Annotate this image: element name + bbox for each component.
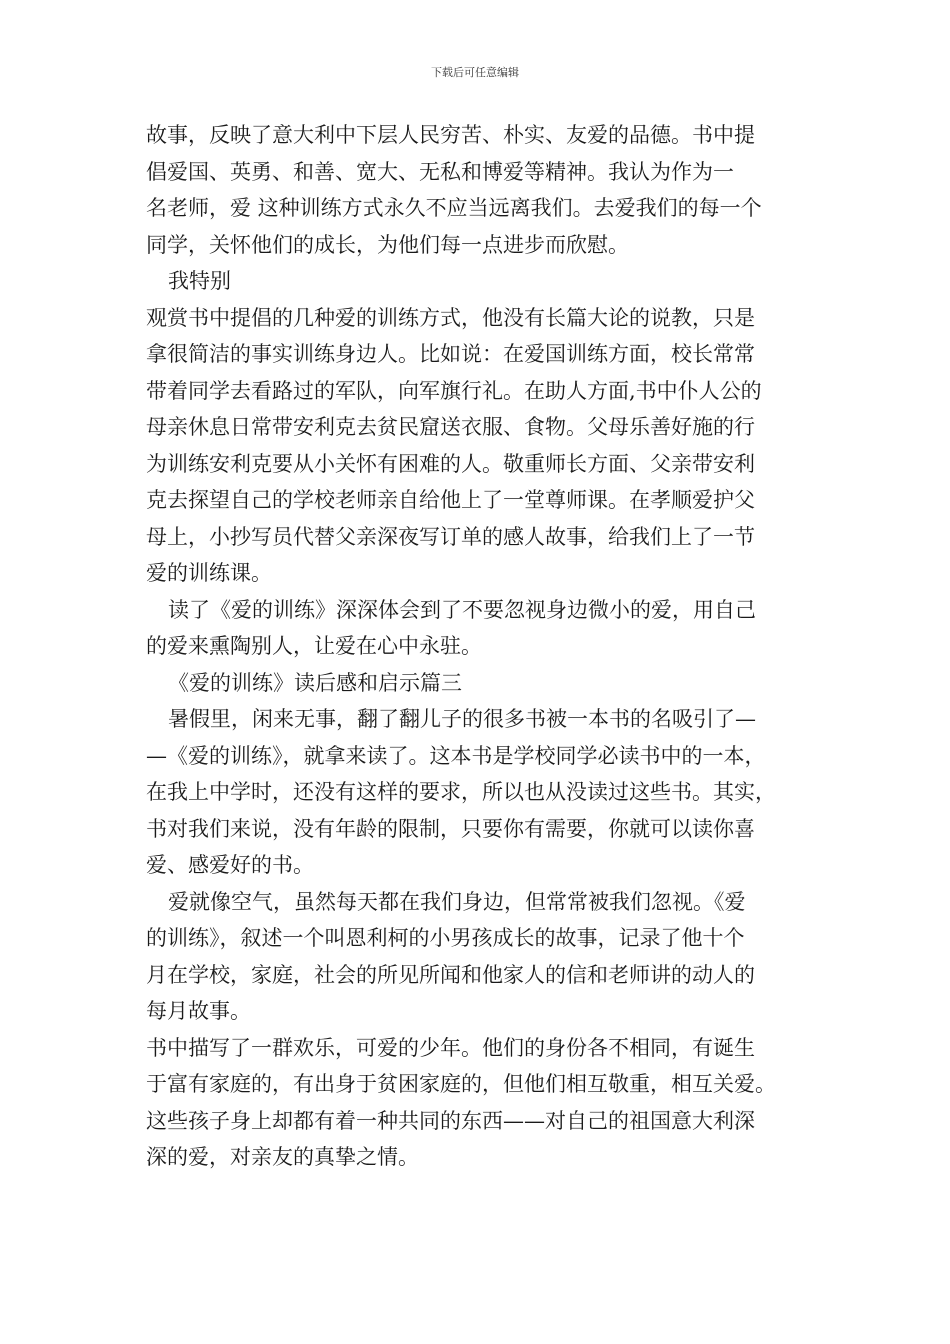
- text-line: 于富有家庭的，有出身于贫困家庭的，但他们相互敬重，相互关爱。: [146, 1072, 776, 1096]
- text-line: 爱、感爱好的书。: [146, 853, 314, 877]
- text-line: 读了《爱的训练》深深体会到了不要忽视身边微小的爱，用自己: [168, 597, 756, 622]
- text-line: —《爱的训练》，就拿来读了。这本书是学校同学必读书中的一本，: [146, 743, 766, 768]
- text-line: 我特别: [168, 269, 231, 293]
- section-title: 《爱的训练》读后感和启示篇三: [168, 670, 462, 695]
- text-line: 深的爱，对亲友的真挚之情。: [146, 1145, 419, 1169]
- text-line: 爱就像空气，虽然每天都在我们身边，但常常被我们忽视。《爱: [168, 889, 746, 914]
- text-line: 故事，反映了意大利中下层人民穷苦、朴实、友爱的品德。书中提: [146, 123, 755, 147]
- page-header: 下载后可任意编辑: [431, 66, 519, 79]
- text-line: 的爱来熏陶别人，让爱在心中永驻。: [146, 634, 482, 658]
- text-line: 观赏书中提倡的几种爱的训练方式，他没有长篇大论的说教，只是: [146, 305, 755, 330]
- text-line: 书对我们来说，没有年龄的限制，只要你有需要，你就可以读你喜: [146, 816, 755, 841]
- text-line: 克去探望自己的学校老师亲自给他上了一堂尊师课。在孝顺爱护父: [146, 488, 755, 512]
- text-line: 母亲休息日常带安利克去贫民窟送衣服、食物。父母乐善好施的行: [146, 415, 755, 439]
- text-line: 倡爱国、英勇、和善、宽大、无私和博爱等精神。我认为作为一: [146, 159, 734, 184]
- text-line: 在我上中学时，还没有这样的要求，所以也从没读过这些书。其实，: [146, 780, 776, 804]
- text-line: 爱的训练课。: [146, 561, 272, 585]
- text-line: 同学，关怀他们的成长，为他们每一点进步而欣慰。: [146, 232, 629, 257]
- text-line: 这些孩子身上却都有着一种共同的东西——对自己的祖国意大利深: [146, 1108, 755, 1133]
- text-line: 暑假里，闲来无事，翻了翻儿子的很多书被一本书的名吸引了—: [168, 707, 756, 731]
- text-line: 的训练》，叙述一个叫恩利柯的小男孩成长的故事，记录了他十个: [146, 926, 745, 950]
- text-line: 每月故事。: [146, 999, 251, 1023]
- text-line: 名老师，爱 这种训练方式永久不应当远离我们。去爱我们的每一个: [146, 196, 762, 220]
- document-body: [146, 117, 826, 1176]
- text-line: 为训练安利克要从小关怀有困难的人。敬重师长方面、父亲带安利: [146, 451, 755, 476]
- text-line: 书中描写了一群欢乐，可爱的少年。他们的身份各不相同，有诞生: [146, 1035, 755, 1060]
- text-line: 拿很简洁的事实训练身边人。比如说：在爱国训练方面，校长常常: [146, 342, 755, 366]
- text-line: 月在学校，家庭，社会的所见所闻和他家人的信和老师讲的动人的: [146, 962, 755, 987]
- text-line: 母上，小抄写员代替父亲深夜写订单的感人故事，给我们上了一节: [146, 524, 755, 549]
- text-line: 带着同学去看路过的军队，向军旗行礼。在助人方面,书中仆人公的: [146, 378, 762, 403]
